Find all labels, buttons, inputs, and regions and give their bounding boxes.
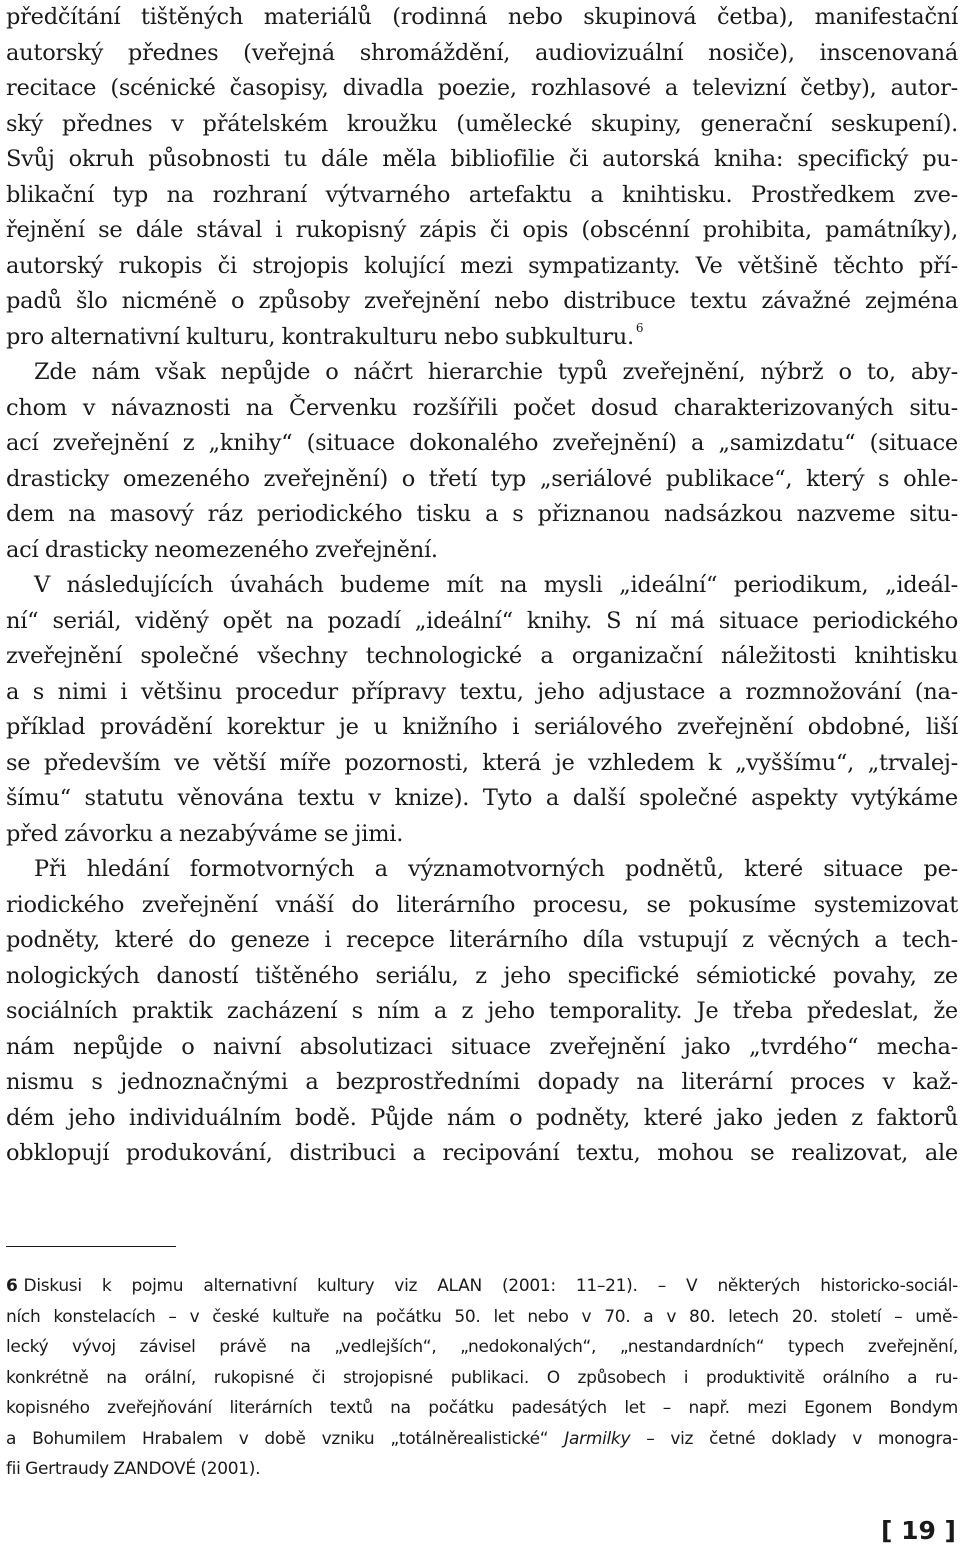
text-line: V následujících úvahách budeme mít na mysli „ideální“ periodikum, „ideál- <box>34 572 958 598</box>
footnote-line-text: Diskusi k pojmu alternativní kultury viz ALAN (2001: 11–21). – V některých historicko-sociál- <box>23 1276 958 1296</box>
text-line: ní“ seriál, viděný opět na pozadí „ideální“ knihy. S ní má situace periodického <box>6 607 958 634</box>
footnote-line: ních konstelacích – v české kultuře na počátku 50. let nebo v 70. a v 80. letech 20. století – umě- <box>6 1306 958 1327</box>
text-line: padů šlo nicméně o způsoby zveřejnění nebo distribuce textu závažné zejména <box>6 288 958 314</box>
text-line: chom v návaznosti na Červenku rozšířili počet dosud charakterizovaných situ- <box>6 394 958 421</box>
text-line: drasticky omezeného zveřejnění) o třetí typ „seriálové publikace“, který s ohle- <box>6 465 958 492</box>
text-line: sociálních praktik zacházení s ním a z jeho temporality. Je třeba předeslat, že <box>6 998 958 1024</box>
text-line: řejnění se dále stával i rukopisný zápis či opis (obscénní prohibita, památníky), <box>6 217 958 243</box>
text-line: obklopují produkování, distribuci a recipování textu, mohou se realizovat, ale <box>6 1140 958 1166</box>
footnote-line: konkrétně na orální, rukopisné či strojopisné publikaci. O způsobech i produktivitě orálního a ru- <box>6 1367 958 1388</box>
paragraph-4 <box>6 852 958 1172</box>
text-line: Při hledání formotvorných a významotvorných podnětů, které situace pe- <box>34 856 958 882</box>
text-line: se především ve větší míře pozornosti, která je vzhledem k „vyššímu“, „trvalej- <box>6 749 958 776</box>
paragraph-3 <box>6 568 958 852</box>
text-line: nismu s jednoznačnými a bezprostředními dopady na literární proces v kaž- <box>6 1069 958 1095</box>
paragraph-2 <box>6 355 958 568</box>
text-line-content: pro alternativní kulturu, kontrakulturu nebo subkulturu. <box>6 323 634 350</box>
text-line: dém jeho individuálním bodě. Půjde nám o podněty, které jako jeden z faktorů <box>6 1104 958 1131</box>
main-text <box>6 0 958 1172</box>
footnote-reference[interactable]: 6 <box>635 320 644 335</box>
text-line: podněty, které do geneze i recepce literárního díla vstupují z věcných a tech- <box>6 927 958 953</box>
text-line: Svůj okruh působnosti tu dále měla bibliofilie či autorská kniha: specifický pu- <box>6 146 958 172</box>
text-line: autorský přednes (veřejná shromáždění, audiovizuální nosiče), inscenovaná <box>6 39 958 66</box>
text-line: ací drasticky neomezeného zveřejnění. <box>6 536 438 563</box>
text-line: před závorku a nezabýváme se jimi. <box>6 820 404 847</box>
text-line: nologických daností tištěného seriálu, z jeho specifické sémiotické povahy, ze <box>6 962 958 989</box>
text-line: zveřejnění společné všechny technologické a organizační náležitosti knihtisku <box>6 643 958 669</box>
footnote-line: fii Gertraudy ZANDOVÉ (2001). <box>6 1459 261 1479</box>
text-line: blikační typ na rozhraní výtvarného artefaktu a knihtisku. Prostředkem zve- <box>6 181 958 208</box>
text-line: ací zveřejnění z „knihy“ (situace dokonalého zveřejnění) a „samizdatu“ (situace <box>6 430 958 456</box>
text-line: a s nimi i většinu procedur přípravy textu, jeho adjustace a rozmnožování (na- <box>6 678 958 705</box>
footnote-divider <box>6 1246 176 1247</box>
text-line: riodického zveřejnění vnáší do literárního procesu, se pokusíme systemizovat <box>6 891 958 918</box>
text-line: recitace (scénické časopisy, divadla poezie, rozhlasové a televizní četby), autor- <box>6 75 958 101</box>
text-line: šímu“ statutu věnována textu v knize). Tyto a další společné aspekty vytýkáme <box>6 785 958 811</box>
footnote <box>6 1271 958 1485</box>
footnote-number: 6 <box>6 1276 18 1296</box>
footnote-line-text: – viz četné doklady v monogra- <box>630 1428 958 1449</box>
text-line: autorský rukopis či strojopis kolující mezi sympatizanty. Ve většině těchto pří- <box>6 252 958 279</box>
page-number: [ 19 ] <box>880 1516 956 1545</box>
footnote-line-text: a Bohumilem Hrabalem v době vzniku „totálněrealistické“ <box>6 1428 565 1449</box>
footnote-line <box>6 1424 958 1455</box>
text-line: Zde nám však nepůjde o náčrt hierarchie typů zveřejnění, nýbrž o to, aby- <box>34 359 958 385</box>
text-line <box>6 320 958 356</box>
text-line: ský přednes v přátelském kroužku (umělecké skupiny, generační seskupení). <box>6 110 958 137</box>
text-line: nám nepůjde o naivní absolutizaci situace zveřejnění jako „tvrdého“ mecha- <box>6 1033 958 1060</box>
footnote-line: lecký vývoj závisel právě na „vedlejších“, „nedokonalých“, „nestandardních“ typech zveřejnění, <box>6 1337 958 1357</box>
book-title: Jarmilky <box>564 1428 631 1449</box>
text-line: příklad provádění korektur je u knižního i seriálového zveřejnění obdobné, liší <box>6 714 958 740</box>
footnote-line: kopisného zveřejňování literárních textů na počátku padesátých let – např. mezi Egonem Bondym <box>6 1398 958 1418</box>
text-line: dem na masový ráz periodického tisku a s přiznanou nadsázkou nazveme situ- <box>6 501 958 527</box>
text-line: předčítání tištěných materiálů (rodinná nebo skupinová četba), manifestační <box>6 4 958 30</box>
footnote-line <box>6 1271 958 1302</box>
paragraph-1 <box>6 0 958 355</box>
